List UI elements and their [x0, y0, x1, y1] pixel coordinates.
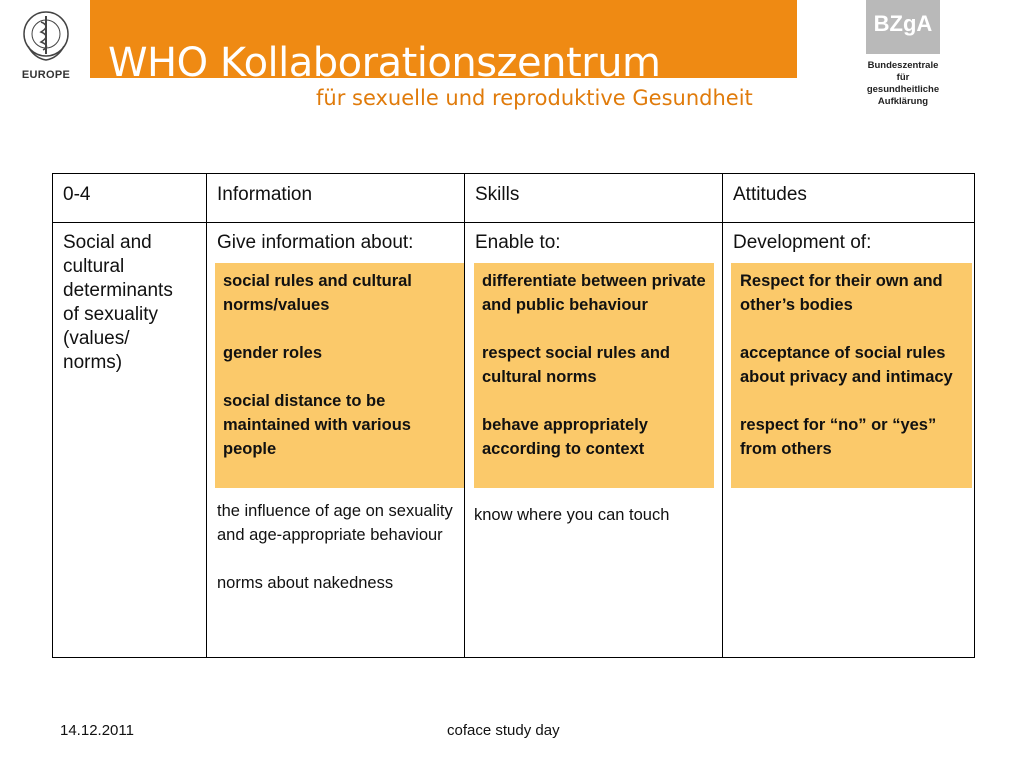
bzga-name: Bundeszentrale für gesundheitliche Aufklärung	[866, 60, 940, 107]
header-skills: Skills	[475, 184, 520, 205]
matrix-table	[52, 173, 975, 658]
banner-subtitle: für sexuelle und reproduktive Gesundheit	[316, 86, 753, 110]
attitudes-highlight-text: Respect for their own and other’s bodies acceptance of social rules about privacy and intimacy respect for “no” or “yes” from others	[740, 272, 953, 458]
who-region-label: EUROPE	[21, 69, 71, 81]
information-intro: Give information about:	[217, 232, 414, 253]
skills-intro: Enable to:	[475, 232, 561, 253]
header-attitudes: Attitudes	[733, 184, 807, 205]
banner-title: WHO Kollaborationszentrum	[108, 40, 661, 86]
skills-highlight-text: differentiate between private and public behaviour respect social rules and cultural norms behave appropriately according to context	[482, 272, 706, 458]
bzga-logo	[866, 0, 940, 108]
skills-plain-text: know where you can touch	[474, 506, 670, 524]
who-emblem-icon	[22, 6, 70, 66]
attitudes-intro: Development of:	[733, 232, 872, 253]
header-age-group: 0-4	[63, 184, 91, 205]
bzga-logo-mark: BZgA	[866, 0, 940, 54]
column-divider	[722, 174, 723, 657]
column-divider	[464, 174, 465, 657]
row-label: Social and cultural determinants of sexuality (values/ norms)	[63, 232, 173, 373]
header-information: Information	[217, 184, 313, 205]
information-plain-text: the influence of age on sexuality and age-appropriate behaviour norms about nakedness	[217, 502, 453, 592]
header-row-divider	[53, 222, 974, 223]
who-europe-logo	[10, 6, 82, 88]
information-highlight-text: social rules and cultural norms/values gender roles social distance to be maintained with various people	[223, 272, 412, 458]
footer-date: 14.12.2011	[60, 722, 134, 739]
footer-title: coface study day	[447, 722, 560, 739]
column-divider	[206, 174, 207, 657]
